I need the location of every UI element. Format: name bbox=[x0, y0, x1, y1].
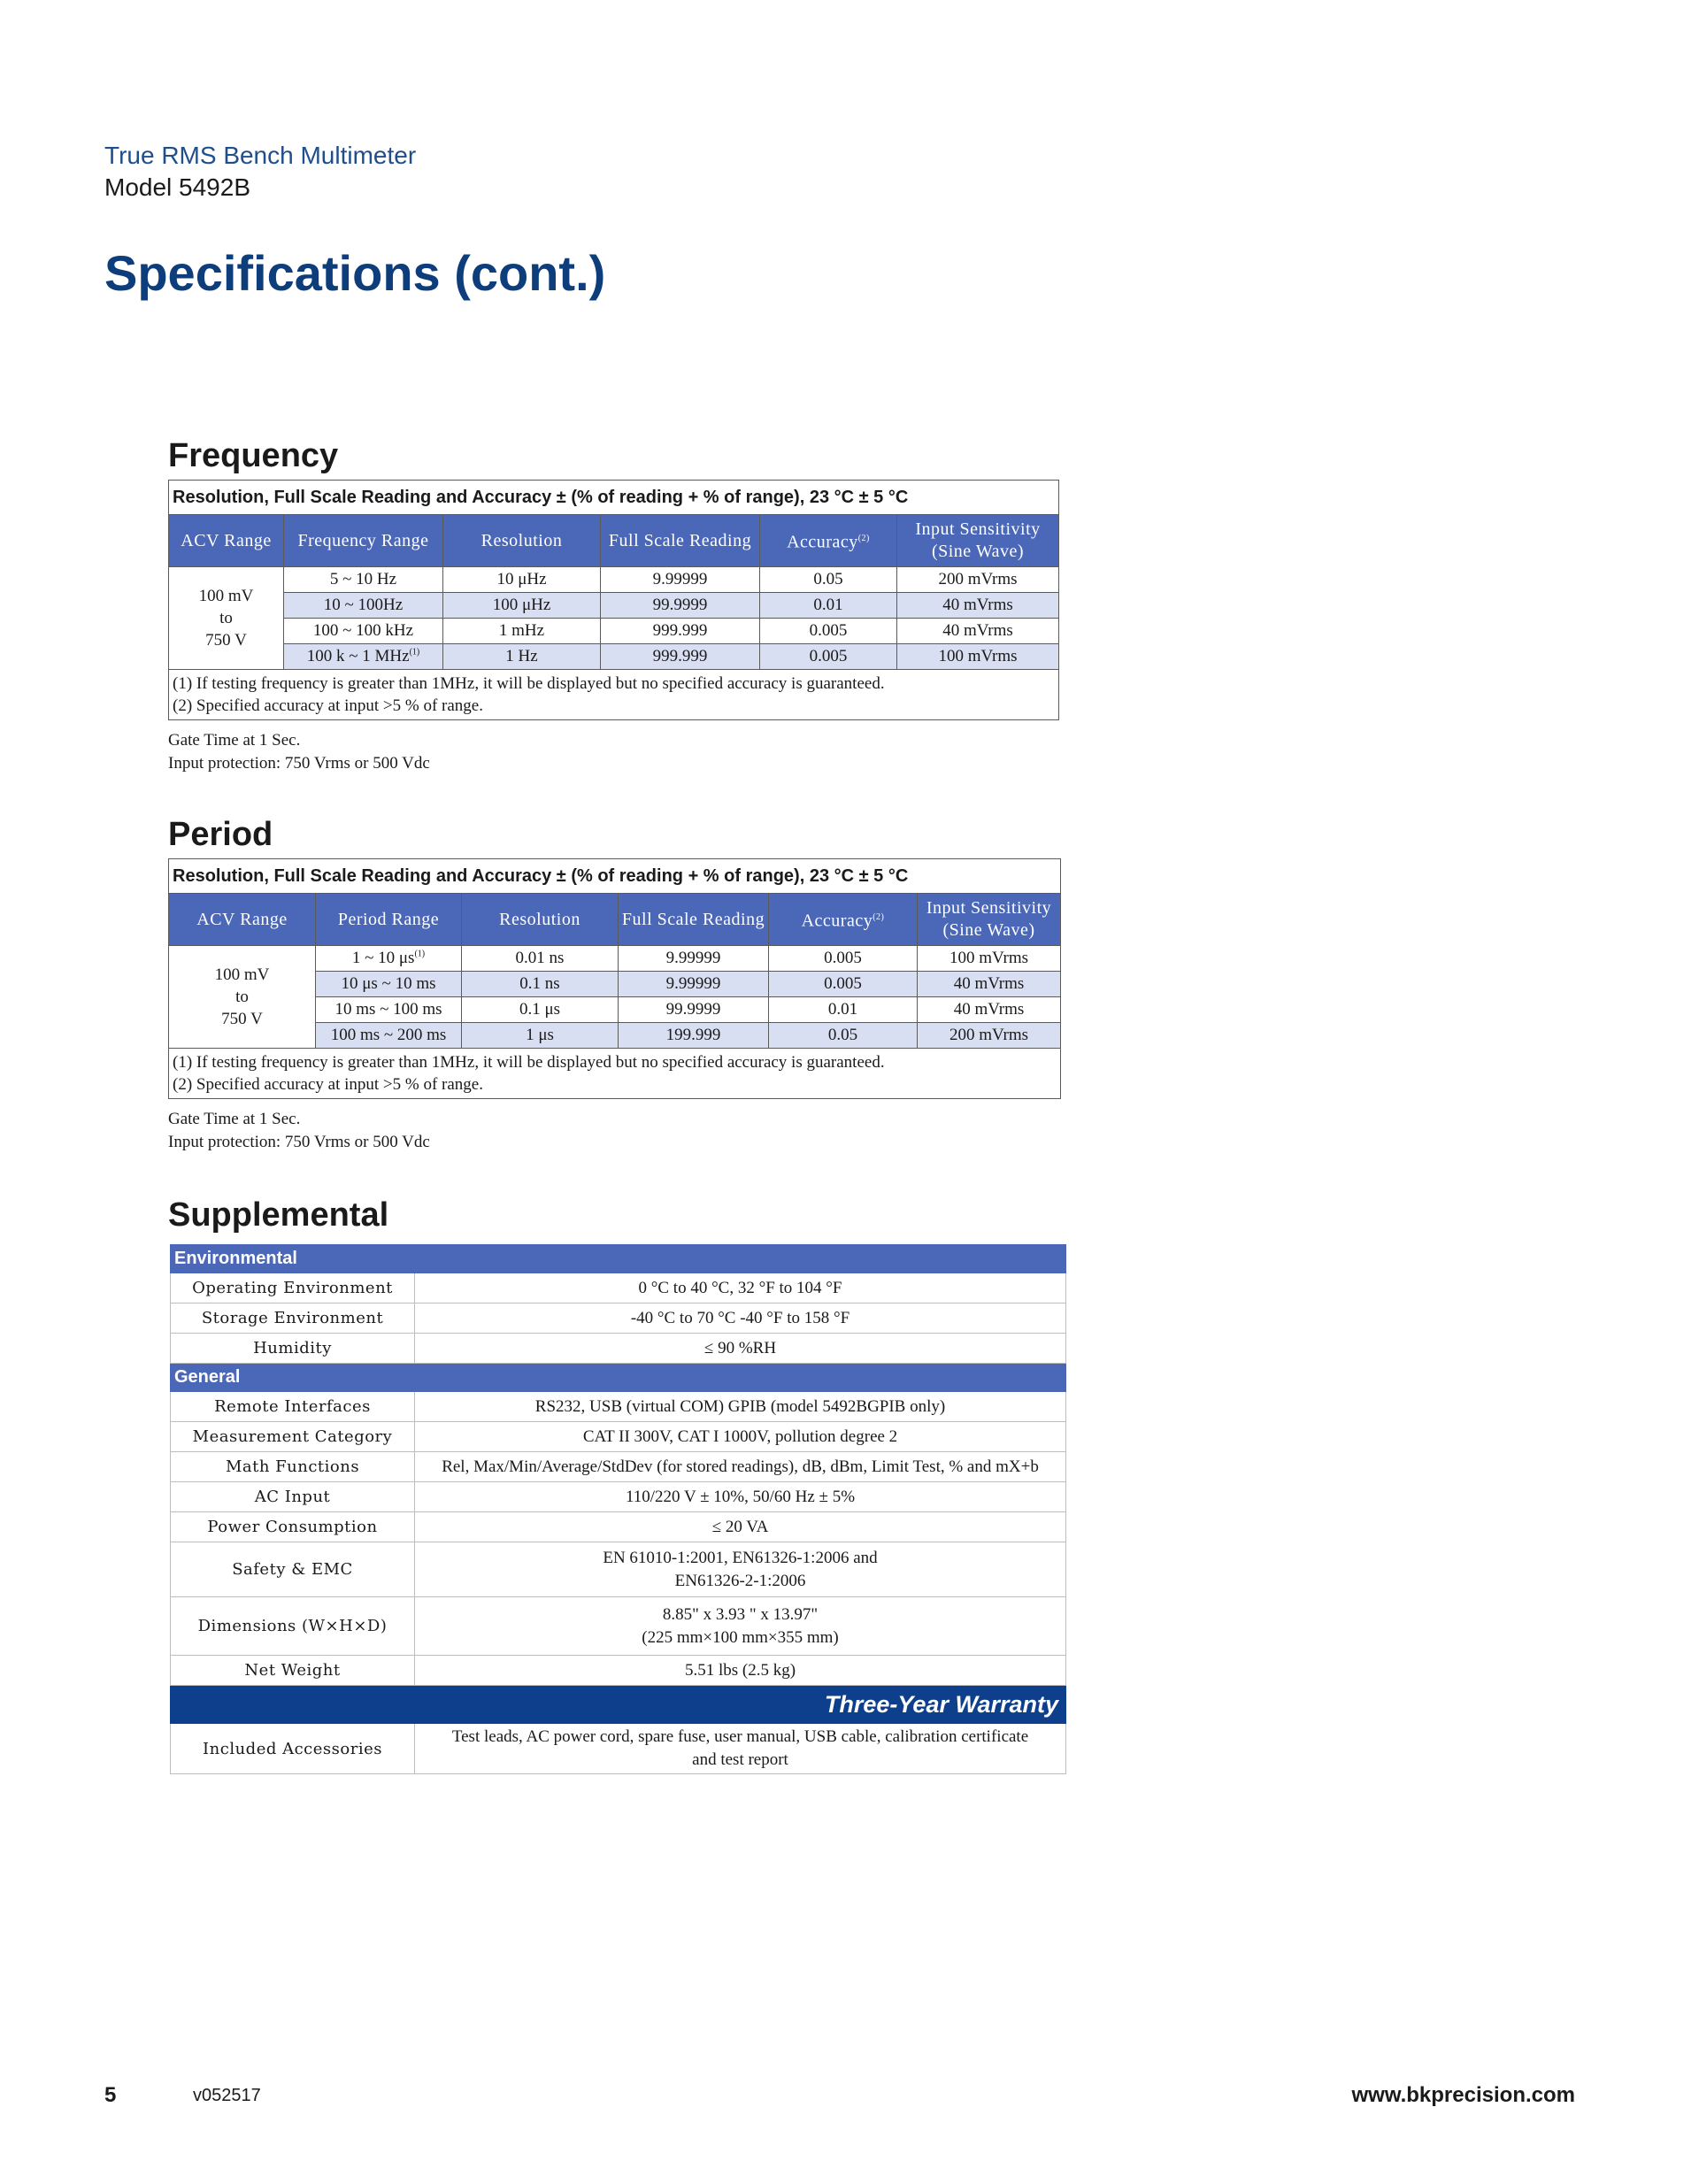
page-title: Specifications (cont.) bbox=[104, 245, 606, 301]
period-notes: (1) If testing frequency is greater than 1MHz, it will be displayed but no specified accuracy is guaranteed. (2) Specified accuracy at input >5 % of range. bbox=[169, 1049, 1061, 1099]
table-row: 100 k ~ 1 MHz$^{(1)}$ 1 Hz 999.999 0.005 100 mVrms bbox=[169, 644, 1059, 670]
col-full-scale: Full Scale Reading bbox=[601, 515, 760, 567]
table-row: Dimensions (W×H×D) 8.85" x 3.93 " x 13.97" (225 mm×100 mm×355 mm) bbox=[171, 1597, 1066, 1656]
period-footer: Gate Time at 1 Sec. Input protection: 750 Vrms or 500 Vdc bbox=[168, 1110, 430, 1151]
group-general: General bbox=[171, 1364, 1066, 1392]
table-row: AC Input 110/220 V ± 10%, 50/60 Hz ± 5% bbox=[171, 1482, 1066, 1512]
col-acv-range: ACV Range bbox=[169, 894, 316, 946]
model-number: Model 5492B bbox=[104, 173, 251, 201]
table-row: 100 ms ~ 200 ms 1 μs 199.999 0.05 200 mVrms bbox=[169, 1023, 1061, 1049]
table-row: 100 mV to 750 V 5 ~ 10 Hz 10 μHz 9.99999 0.05 200 mVrms bbox=[169, 567, 1059, 593]
supplemental-table bbox=[170, 1244, 1066, 1774]
table-row: Included Accessories Test leads, AC power cord, spare fuse, user manual, USB cable, calibration certificate and test report bbox=[171, 1724, 1066, 1774]
frequency-heading: Frequency bbox=[168, 437, 339, 474]
table-row: Humidity ≤ 90 %RH bbox=[171, 1334, 1066, 1364]
col-full-scale: Full Scale Reading bbox=[619, 894, 769, 946]
table-row: Operating Environment 0 °C to 40 °C, 32 °F to 104 °F bbox=[171, 1273, 1066, 1303]
supplemental-heading: Supplemental bbox=[168, 1196, 389, 1234]
table-row: 100 ~ 100 kHz 1 mHz 999.999 0.005 40 mVrms bbox=[169, 619, 1059, 644]
period-table bbox=[168, 858, 1061, 1099]
col-resolution: Resolution bbox=[462, 894, 619, 946]
col-period-range: Period Range bbox=[316, 894, 462, 946]
frequency-footer: Gate Time at 1 Sec. Input protection: 750 Vrms or 500 Vdc bbox=[168, 731, 430, 773]
frequency-notes: (1) If testing frequency is greater than 1MHz, it will be displayed but no specified accuracy is guaranteed. (2) Specified accuracy at input >5 % of range. bbox=[169, 670, 1059, 720]
table-row: Math Functions Rel, Max/Min/Average/StdDev (for stored readings), dB, dBm, Limit Test, % and mX+b bbox=[171, 1452, 1066, 1482]
acv-range-cell: 100 mV to 750 V bbox=[169, 567, 284, 670]
col-accuracy: Accuracy$^{(2)}$ bbox=[760, 515, 897, 567]
table-row: 100 mV to 750 V 1 ~ 10 $\mu s^{(1)}$ 0.01 ns 9.99999 0.005 100 mVrms bbox=[169, 946, 1061, 972]
acv-range-cell: 100 mV to 750 V bbox=[169, 946, 316, 1049]
table-row: Power Consumption ≤ 20 VA bbox=[171, 1512, 1066, 1542]
period-caption: Resolution, Full Scale Reading and Accuracy ± (% of reading + % of range), 23 °C ± 5 °C bbox=[169, 859, 1061, 894]
product-line: True RMS Bench Multimeter bbox=[104, 142, 417, 169]
col-input-sensitivity: Input Sensitivity (Sine Wave) bbox=[897, 515, 1059, 567]
table-row: Storage Environment -40 °C to 70 °C -40 °F to 158 °F bbox=[171, 1303, 1066, 1334]
col-accuracy: Accuracy$^{(2)}$ bbox=[769, 894, 918, 946]
table-row: 10 ~ 100Hz 100 μHz 99.9999 0.01 40 mVrms bbox=[169, 593, 1059, 619]
group-environmental: Environmental bbox=[171, 1245, 1066, 1273]
frequency-table bbox=[168, 480, 1059, 720]
period-heading: Period bbox=[168, 816, 273, 853]
table-row: 10 ms ~ 100 ms 0.1 μs 99.9999 0.01 40 mVrms bbox=[169, 997, 1061, 1023]
frequency-caption: Resolution, Full Scale Reading and Accuracy ± (% of reading + % of range), 23 °C ± 5 °C bbox=[169, 481, 1059, 515]
version-code: v052517 bbox=[193, 2086, 261, 2105]
col-resolution: Resolution bbox=[443, 515, 601, 567]
table-row: Safety & EMC EN 61010-1:2001, EN61326-1:2006 and EN61326-2-1:2006 bbox=[171, 1542, 1066, 1597]
page-number: 5 bbox=[104, 2083, 117, 2107]
col-input-sensitivity: Input Sensitivity (Sine Wave) bbox=[918, 894, 1061, 946]
table-row: Measurement Category CAT II 300V, CAT I 1000V, pollution degree 2 bbox=[171, 1422, 1066, 1452]
website-link[interactable]: www.bkprecision.com bbox=[1351, 2083, 1575, 2107]
col-acv-range: ACV Range bbox=[169, 515, 284, 567]
table-row: 10 μs ~ 10 ms 0.1 ns 9.99999 0.005 40 mVrms bbox=[169, 972, 1061, 997]
col-frequency-range: Frequency Range bbox=[284, 515, 443, 567]
table-row: Remote Interfaces RS232, USB (virtual COM) GPIB (model 5492BGPIB only) bbox=[171, 1392, 1066, 1422]
table-row: Net Weight 5.51 lbs (2.5 kg) bbox=[171, 1656, 1066, 1686]
warranty-banner: Three-Year Warranty bbox=[171, 1686, 1066, 1724]
